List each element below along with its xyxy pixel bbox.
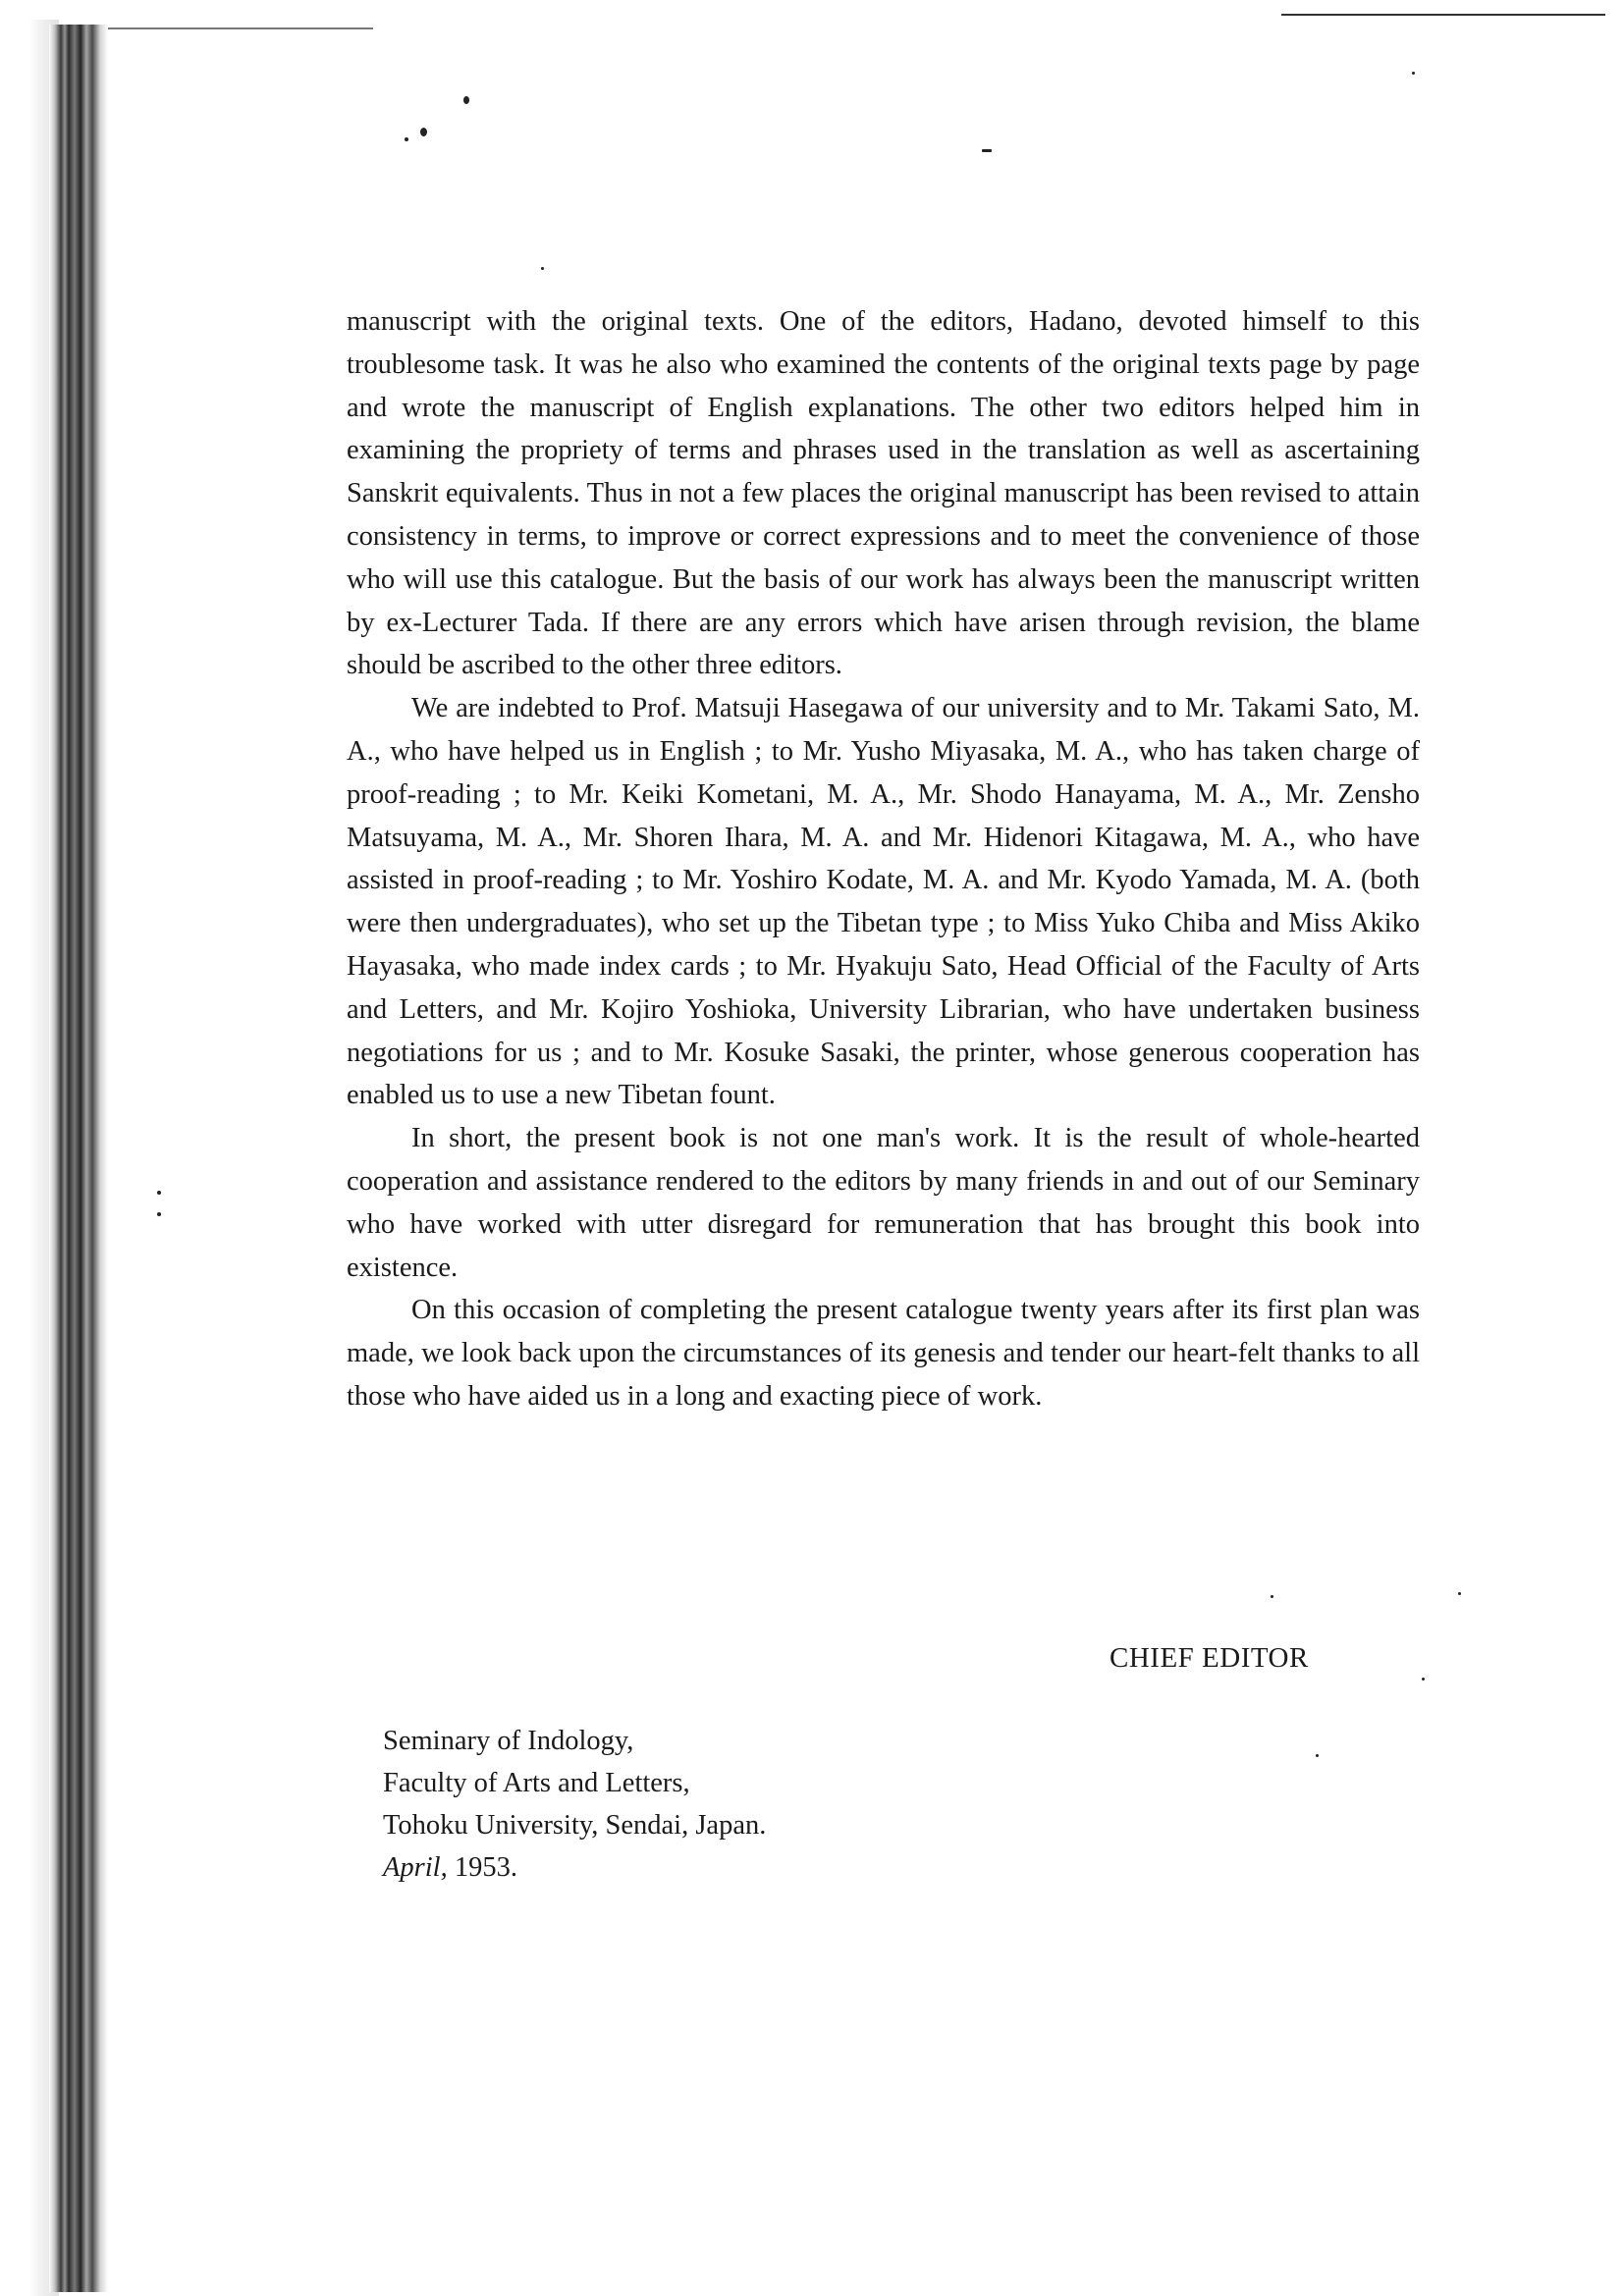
scan-speck [1458, 1592, 1461, 1595]
scan-speck [157, 1191, 161, 1195]
scan-speck [541, 267, 544, 270]
address-line: Seminary of Indology, [383, 1726, 634, 1756]
date-month: April, [383, 1852, 448, 1883]
date-line [383, 1846, 766, 1889]
scan-speck [463, 96, 469, 104]
scan-speck [1412, 72, 1415, 75]
scan-edge-line-right [1281, 14, 1605, 16]
signature: CHIEF EDITOR [1110, 1642, 1309, 1674]
scan-speck [157, 1212, 161, 1216]
scan-speck [1271, 1595, 1273, 1598]
book-binding-edge [49, 25, 108, 2292]
address-line: Tohoku University, Sendai, Japan. [383, 1810, 767, 1841]
scan-edge-line-left [108, 27, 373, 29]
address-line: Faculty of Arts and Letters, [383, 1768, 690, 1798]
paragraph-3: In short, the present book is not one man's work. It is the result of whole-hearted cooperation and assistance rendered to the editors by many friends in and out of our Seminary who have worked with utter disregard for remuneration that has brought this book into existence. [347, 1123, 1420, 1283]
date-year: 1953. [447, 1852, 517, 1883]
paragraph-2: We are indebted to Prof. Matsuji Hasegawa of our university and to Mr. Takami Sato, M. A., who have helped us in English ; to Mr. Yusho Miyasaka, M. A., who has taken charge of proof-reading ; to Mr. Keiki Kometani, M. A., Mr. Shodo Hanayama, M. A., Mr. Zensho Matsuyama, M. A., Mr. Shoren Ihara, M. A. and Mr. Hidenori Kitagawa, M. A., who have assisted in proof-reading ; to Mr. Yoshiro Kodate, M. A. and Mr. Kyodo Yamada, M. A. (both were then undergraduates), who set up the Tibetan type ; to Miss Yuko Chiba and Miss Akiko Hayasaka, who made index cards ; to Mr. Hyakuju Sato, Head Official of the Faculty of Arts and Letters, and Mr. Kojiro Yoshioka, University Librarian, who have undertaken business negotiations for us ; and to Mr. Kosuke Sasaki, the printer, whose generous cooperation has enabled us to use a new Tibetan fount. [347, 693, 1420, 1111]
paragraph-4: On this occasion of completing the present catalogue twenty years after its first plan was made, we look back upon the circumstances of its genesis and tender our heart-felt thanks to all those who have aided us in a long and exacting piece of work. [347, 1295, 1420, 1412]
scan-speck [1316, 1754, 1319, 1757]
address-block [383, 1720, 766, 1889]
scan-speck [420, 128, 427, 136]
scan-speck [405, 137, 408, 141]
scan-speck [982, 149, 992, 152]
scan-speck [1422, 1678, 1425, 1681]
body-text [347, 300, 1420, 1418]
paragraph-1: manuscript with the original texts. One of the editors, Hadano, devoted himself to this troublesome task. It was he also who examined the contents of the original texts page by page and wrote the manuscript of English explanations. The other two editors helped him in examining the propriety of terms and phrases used in the translation as well as ascertaining Sanskrit equivalents. Thus in not a few places the original manuscript has been revised to attain consistency in terms, to improve or correct expressions and to meet the convenience of those who will use this catalogue. But the basis of our work has always been the manuscript written by ex-Lecturer Tada. If there are any errors which have arisen through revision, the blame should be ascribed to the other three editors. [347, 306, 1420, 681]
